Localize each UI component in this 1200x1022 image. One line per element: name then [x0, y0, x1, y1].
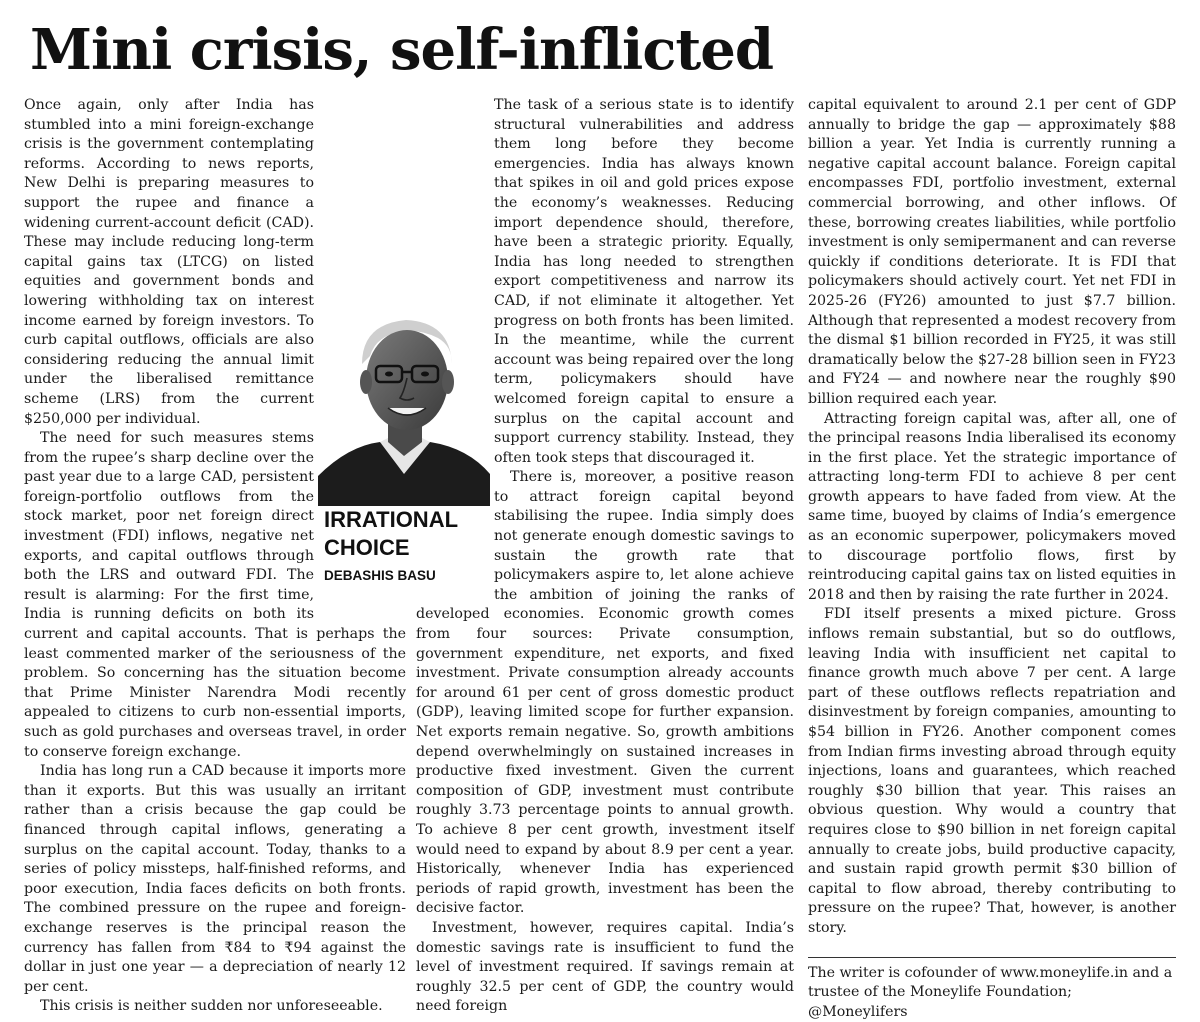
author-note: The writer is cofounder of www.moneylife.in and a trustee of the Moneylife Foundation; @Moneylifers	[808, 964, 1173, 1020]
author-portrait	[318, 306, 490, 506]
paragraph: There is, moreover, a positive reason to attract foreign capital beyond stabilising the rupee. India simply does not generate enough domestic savings to sustain the growth rate that policymakers aspire to, let alone achieve the ambition of joining the ranks of developed economies. Economic growth comes from four sources: Private consumption, government expenditure, net exports, and fixed investment. Private consumption already accounts for around 61 per cent of gross domestic product (GDP), leaving limited scope for further expansion. Net exports remain negative. So, growth ambitions depend overwhelmingly on sustained increases in productive fixed investment. Given the current composition of GDP, investment must contribute roughly 3.73 percentage points to annual growth. To achieve 8 per cent growth, investment itself would need to expand by about 8.9 per cent a year. Historically, whenever India has experienced periods of rapid growth, investment has been the decisive factor.	[416, 469, 794, 917]
column-name: IRRATIONAL CHOICE	[324, 507, 458, 560]
footer-divider	[808, 957, 1176, 958]
paragraph: FDI itself presents a mixed picture. Gross inflows remain substantial, but so do outflows, leaving India with insufficient net capital to finance growth much above 7 per cent. A large part of these outflows reflects repatriation and disinvestment by foreign companies, amounting to $54 billion in FY26. Another component comes from Indian firms investing abroad through equity injections, loans and guarantees, which reached roughly $30 billion that year. This raises an obvious question. Why would a country that requires close to $90 billion in net foreign capital annually to create jobs, build productive capacity, and sustain rapid growth permit $30 billion of capital to flow abroad, thereby contributing to pressure on the rupee? That, however, is another story.	[808, 606, 1176, 936]
paragraph: Attracting foreign capital was, after all, one of the principal reasons India liberalised its economy in the first place. Yet the strategic importance of attracting long-term FDI to achieve 8 per cent growth appears to have faded from view. At the same time, buoyed by claims of India’s emergence as an economic superpower, policymakers moved to discourage portfolio flows, first by reintroducing capital gains tax on listed equities in 2018 and then by raising the rate further in 2024.	[808, 410, 1176, 603]
byline-box	[318, 306, 490, 588]
paragraph: This crisis is neither sudden nor unforeseeable.	[40, 998, 383, 1015]
headline: Mini crisis, self-inflicted	[30, 17, 774, 83]
paragraph: The need for such measures stems from the rupee’s sharp decline over the past year due to a large CAD, persistent foreign-portfolio outflows from the stock market, poor net foreign direct investment (FDI) inflows, negative net exports, and capital outflows through both the LRS and outward FDI. The result is alarming: For the first time, India is running deficits on both its current and capital accounts. That is perhaps the least commented marker of the seriousness of the problem. So concerning has the situation become that Prime Minister Narendra Modi recently appealed to citizens to curb non-essential imports, such as gold purchases and overseas travel, in order to conserve foreign exchange.	[24, 430, 406, 760]
author-name: DEBASHIS BASU	[324, 568, 436, 583]
paragraph: The task of a serious state is to identify structural vulnerabilities and address them long before they become emergencies. India has always known that spikes in oil and gold prices expose the economy’s weaknesses. Reducing import dependence should, therefore, have been a strategic priority. Equally, India has long needed to strengthen export competitiveness and narrow its CAD, if not eliminate it altogether. Yet progress on both fronts has been limited. In the meantime, while the current account was being repaired over the long term, policymakers should have welcomed foreign capital to ensure a surplus on the capital account and support currency stability. Instead, they often took steps that discouraged it.	[494, 97, 794, 466]
article-column-3	[808, 96, 1176, 1022]
paragraph: India has long run a CAD because it imports more than it exports. But this was usually an irritant rather than a crisis because the gap could be financed through capital inflows, generating a surplus on the capital account. Today, thanks to a series of policy missteps, half-finished reforms, and poor execution, India faces deficits on both fronts. The combined pressure on the rupee and foreign-exchange reserves is the principal reason the currency has fallen from ₹84 to ₹94 against the dollar in just one year — a depreciation of nearly 12 per cent.	[24, 763, 406, 995]
paragraph: capital equivalent to around 2.1 per cent of GDP annually to bridge the gap — approximately $88 billion a year. Yet India is currently running a negative capital account balance. Foreign capital encompasses FDI, portfolio investment, external commercial borrowing, and other inflows. Of these, borrowing creates liabilities, while portfolio investment is only semipermanent and can reverse quickly if conditions deteriorate. It is FDI that policymakers should actively court. Yet net FDI in 2025-26 (FY26) amounted to just $7.7 billion. Although that represented a modest recovery from the dismal $1 billion recorded in FY25, it was still dramatically below the $27-28 billion seen in FY23 and FY24 — and nowhere near the roughly $90 billion required each year.	[808, 97, 1176, 407]
paragraph: Once again, only after India has stumbled into a mini foreign-exchange crisis is the government contemplating reforms. According to news reports, New Delhi is preparing measures to support the rupee and finance a widening current-account deficit (CAD). These may include reducing long-term capital gains tax (LTCG) on listed equities and government bonds and lowering withholding tax on interest income earned by foreign investors. To curb capital outflows, officials are also considering reducing the annual limit under the liberalised remittance scheme (LRS) from the current $250,000 per individual.	[24, 97, 314, 427]
paragraph: Investment, however, requires capital. India’s domestic savings rate is insufficient to fund the level of investment required. If savings remain at roughly 32.5 per cent of GDP, the country would need foreign	[416, 919, 794, 1015]
